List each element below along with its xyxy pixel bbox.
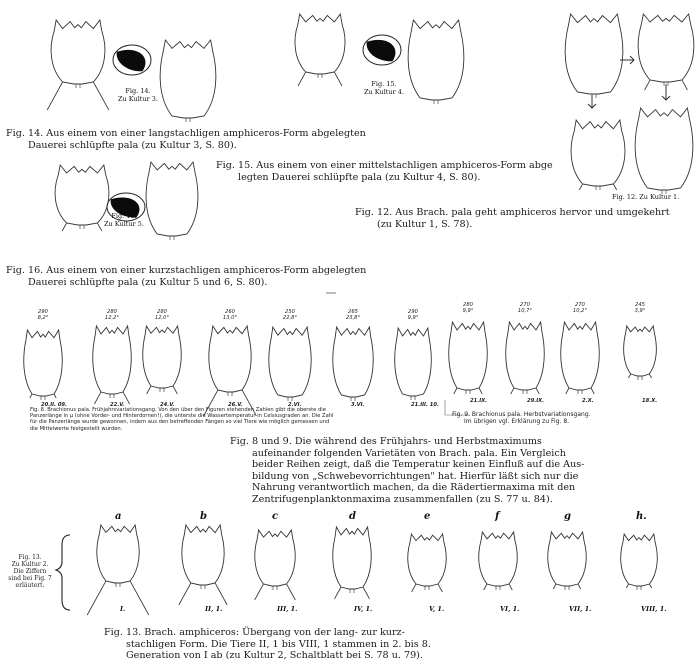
fig13-roman-label: II, 1. <box>205 605 223 613</box>
caption-fig13-line3: Generation von I ab (zu Kultur 2, Schaltblatt bei S. 78 u. 79). <box>126 650 423 661</box>
fig14-amphiceros-animal-spine-left <box>47 82 62 110</box>
caption-fig8-9-line5: Nahrung verantwortlich machen, da die Rädertiermaxima mit den <box>252 482 576 493</box>
fig13-animal <box>333 527 371 589</box>
fig8-legend <box>30 407 425 432</box>
fig13-letter: c <box>272 511 279 522</box>
fig12-animal-bottom-left-spine-right <box>613 184 616 190</box>
fig13-roman-label: IV, 1. <box>354 605 373 613</box>
fig13-animal-spine-right <box>649 584 651 588</box>
fig15-egg-yolk <box>367 40 396 61</box>
caption-fig15-line1: Fig. 15. Aus einem von einer mittelstachligen amphiceros-Form abge <box>216 160 553 171</box>
fig9-animal-spine-left <box>628 374 630 378</box>
fig13-roman-label: V, 1. <box>429 605 445 613</box>
fig12-animal-top-left <box>565 14 623 94</box>
fig9-animal-spine-right <box>479 388 482 394</box>
fig8-temperature: 12,0° <box>154 315 170 322</box>
fig8-length: 280 <box>107 309 117 315</box>
fig12-animal-bottom-left <box>571 120 625 186</box>
fig8-animal-values <box>100 309 124 321</box>
fig13-side-line1: Fig. 13. <box>18 554 42 561</box>
fig8-animal-foot <box>351 397 355 401</box>
fig13-animal-spine-left <box>255 584 264 600</box>
caption-fig13 <box>104 627 431 662</box>
fig9-temperature: 9,9° <box>462 308 474 315</box>
fig8-animal <box>209 326 251 392</box>
fig12-animal-top-left-foot <box>592 94 596 98</box>
fig14-sub: Zu Kultur 3. <box>118 95 158 103</box>
fig9-animal <box>624 326 657 376</box>
fig9-animal-foot <box>578 390 582 394</box>
fig8-animal <box>93 326 131 394</box>
fig8-animal-values <box>278 309 302 321</box>
fig8-legend-line1: Fig. 8. Brachionus pala. Frühjahrsvariationsgang. Von den über den Figuren stehenden Zahlen gibt die oberste die <box>30 407 326 413</box>
fig13-letter: g <box>564 511 571 522</box>
caption-fig14-line1: Fig. 14. Aus einem von einer langstachligen amphiceros-Form abgelegten <box>6 128 366 139</box>
fig9-date: 21.IX. <box>470 398 488 404</box>
fig9-temperature: 10,7° <box>517 308 533 315</box>
fig13-animal-spine-right <box>438 584 442 592</box>
caption-fig14 <box>6 128 366 151</box>
fig8-animal-spine-right <box>54 394 56 398</box>
caption-fig8-9-line1: Fig. 8 und 9. Die während des Frühjahrs- und Herbstmaximums <box>230 436 542 447</box>
fig13-roman-label: VI, 1. <box>500 605 520 613</box>
fig8-legend-line4: die Mittelwerte festgestellt wurden. <box>30 425 123 432</box>
caption-fig14-line2: Dauerei schlüpfte pala (zu Kultur 3, S. 80). <box>28 139 237 151</box>
fig13-letter: h. <box>636 511 647 522</box>
caption-fig16-line1: Fig. 16. Aus einem von einer kurzstachligen amphiceros-Form abgelegten <box>6 265 367 276</box>
fig8-date: 20.II. 09. <box>41 402 68 408</box>
caption-fig8-9-line6: Zentrifugenplanktonmaxima zusammenfallen (zu S. 77 u. 84). <box>252 493 553 505</box>
fig8-length: 290 <box>38 309 48 315</box>
fig16-sub: Zu Kultur 5. <box>104 220 144 228</box>
fig13-animal-spine-right <box>215 583 227 605</box>
fig13-animal-spine-right <box>363 587 370 599</box>
fig15-amphiceros-animal <box>295 14 345 74</box>
fig12-label: Fig. 12. Zu Kultur 1. <box>612 193 680 201</box>
fig14-pala-animal-foot <box>186 118 190 122</box>
caption-fig13-line1: Fig. 13. Brach. amphiceros: Übergang von der lang- zur kurz- <box>104 627 405 638</box>
fig8-animal-foot <box>110 394 114 398</box>
fig13-animal <box>97 525 139 583</box>
fig8-legend-line2: Panzerlänge in μ (ohne Vorder- und Hinterdornen!), die unterste die Wassertemperatur in Celsiusgraden an. Die Zahl <box>30 413 334 420</box>
fig16-amphiceros-animal-spine-right <box>97 223 101 231</box>
fig13-roman-label: VII, 1. <box>569 605 592 613</box>
fig14-pala-animal <box>160 40 216 118</box>
fig8-date: 26.V. <box>228 402 243 408</box>
fig16-amphiceros-animal-spine-left <box>62 223 66 231</box>
fig13-animal-foot <box>637 586 641 590</box>
fig13-side-note <box>6 554 54 589</box>
fig13-animal-spine-left <box>412 584 416 592</box>
fig12-animal-top-right-spine-right <box>682 80 688 90</box>
fig13-animal-spine-right <box>287 584 296 600</box>
fig13-animal-foot <box>565 586 569 590</box>
fig13-animal <box>255 530 295 586</box>
fig9-date: 18.X. <box>642 398 658 404</box>
fig15-amphiceros-animal-spine-right <box>334 72 342 86</box>
fig8-date: 22.V. <box>110 402 125 408</box>
fig8-animal <box>269 327 311 397</box>
caption-fig8-9-line3: beider Reihen zeigt, daß die Temperatur keinen Einfluß auf die Aus- <box>252 459 585 470</box>
fig9-length: 280 <box>463 302 473 308</box>
fig13-animal <box>479 532 517 586</box>
fig12-animal-bottom-right <box>635 108 693 190</box>
caption-fig8-9-line2: aufeinander folgenden Varietäten von Brach. pala. Ein Vergleich <box>252 447 566 459</box>
fig15-amphiceros-animal-foot <box>318 74 322 78</box>
fig15-pala-animal-foot <box>434 100 438 104</box>
fig13-animal-spine-left <box>87 581 106 615</box>
fig13-animal-spine-left <box>334 587 341 599</box>
fig8-animal-values <box>401 309 425 321</box>
fig12-arrow-down-right <box>662 84 670 100</box>
fig8-length: 280 <box>157 309 167 315</box>
fig8-animal <box>24 330 62 396</box>
fig13-letter: b <box>200 511 207 522</box>
fig13-letter: a <box>115 511 122 522</box>
caption-fig15 <box>216 160 553 183</box>
fig13-animal-foot <box>201 585 205 589</box>
fig16-label <box>104 212 144 228</box>
fig13-side-line2: Zu Kultur 2. <box>11 561 49 568</box>
fig13-brace <box>56 535 70 610</box>
fig13-animal-spine-left <box>179 583 191 605</box>
fig8-temperature: 23,8° <box>345 315 361 322</box>
fig13-animal <box>182 525 224 585</box>
fig8-animal-foot <box>160 388 164 392</box>
fig8-date: 2.VI. <box>288 402 302 408</box>
caption-fig12 <box>355 207 670 230</box>
fig14-number: Fig. 14. <box>125 87 151 95</box>
fig9-animal-values <box>568 302 592 314</box>
fig12-animal-top-right-spine-left <box>645 80 651 90</box>
fig8-animal-spine-right <box>173 386 177 394</box>
fig9-animal <box>561 322 599 390</box>
fig9-animal-spine-left <box>454 388 457 394</box>
fig9-animal-spine-right <box>649 374 651 378</box>
fig14-label <box>118 87 158 103</box>
fig14-amphiceros-animal-foot <box>76 84 80 88</box>
fig8-animal-foot <box>411 396 415 400</box>
fig8-date: 24.V. <box>160 402 175 408</box>
fig12-animal-bottom-left-foot <box>596 186 600 190</box>
fig8-length: 250 <box>285 309 295 315</box>
fig13-side-line5: erläutert. <box>15 582 45 589</box>
fig13-roman-label: I. <box>120 605 126 613</box>
fig8-temperature: 13,0° <box>222 315 238 322</box>
fig9-length: 270 <box>575 302 585 308</box>
fig13-animal-spine-right <box>130 581 149 615</box>
fig8-animal-values <box>341 309 365 321</box>
fig9-animal-values <box>456 302 480 314</box>
fig13-letter: d <box>349 511 356 522</box>
fig8-animal-values <box>31 309 55 321</box>
fig8-animal <box>395 328 432 396</box>
fig9-legend-line1: Fig. 9. Brachionus pala. Herbstvariationsgang. <box>452 411 591 418</box>
fig9-animal <box>506 322 544 390</box>
fig12-animal-top-right <box>638 14 694 82</box>
fig13-animal-spine-right <box>509 584 512 590</box>
fig9-animal-spine-left <box>566 388 569 394</box>
fig13-roman-label: VIII, 1. <box>641 605 667 613</box>
fig15-number: Fig. 15. <box>371 80 397 88</box>
fig13-animal-foot <box>425 586 429 590</box>
fig15-pala-animal <box>408 20 464 100</box>
fig14-amphiceros-animal-spine-right <box>93 82 108 110</box>
fig16-amphiceros-animal <box>55 165 109 225</box>
fig9-animal-values <box>628 302 652 314</box>
fig8-length: 260 <box>225 309 235 315</box>
fig9-animal-foot <box>638 376 642 380</box>
caption-fig12-line1: Fig. 12. Aus Brach. pala geht amphiceros hervor und umgekehrt <box>355 207 670 218</box>
fig9-temperature: 10,2° <box>572 308 588 315</box>
fig13-animal <box>621 534 658 586</box>
caption-fig15-line2: legten Dauerei schlüpfte pala (zu Kultur 4, S. 80). <box>238 171 481 183</box>
fig8-animal <box>143 326 181 388</box>
fig13-side-line4: sind bei Fig. 7 <box>8 575 52 582</box>
fig13-animal-spine-left <box>484 584 487 590</box>
fig15-label <box>362 80 406 96</box>
caption-fig13-line2: stachligen Form. Die Tiere II, 1 bis VIII, 1 stammen in 2. bis 8. <box>126 638 431 650</box>
fig13-animal-spine-left <box>553 584 556 589</box>
fig16-number: Fig. 16. <box>111 212 137 220</box>
fig15-sub: Zu Kultur 4. <box>364 88 404 96</box>
fig8-date: 21.III. 10. <box>411 402 439 408</box>
fig8-animal-values <box>218 309 242 321</box>
fig13-animal <box>408 534 446 586</box>
fig9-animal-foot <box>523 390 527 394</box>
fig14-amphiceros-animal <box>51 20 105 84</box>
fig13-animal-foot <box>273 586 277 590</box>
fig16-pala-animal-foot <box>170 236 174 240</box>
fig8-animal <box>333 327 373 397</box>
fig8-temperature: 9,9° <box>407 315 419 322</box>
fig13-animal-foot <box>350 589 354 593</box>
fig8-date: 3.VI. <box>351 402 365 408</box>
fig8-animal-spine-left <box>147 386 151 394</box>
fig9-animal-values <box>513 302 537 314</box>
fig8-animal-foot <box>288 397 292 401</box>
fig9-length: 245 <box>635 302 645 308</box>
caption-fig16 <box>6 265 366 288</box>
fig13-roman-label: III, 1. <box>277 605 298 613</box>
fig8-temperature: 22,8° <box>282 315 298 322</box>
fig8-legend-line3: für die Panzerlänge wurde gewonnen, indem aus den betreffenden Fängen so viel Tiere wie möglich gemessen und <box>30 419 330 426</box>
fig8-animal-foot <box>41 396 45 400</box>
fig15-amphiceros-animal-spine-left <box>298 72 306 86</box>
fig13-animal-spine-left <box>626 584 628 588</box>
caption-fig8-9-line4: bildung von „Schwebevorrichtungen" hat. Hierfür läßt sich nur die <box>252 470 579 482</box>
fig9-length: 270 <box>520 302 530 308</box>
fig9-date: 29.IX. <box>527 398 545 404</box>
fig9-legend <box>452 411 652 425</box>
fig9-animal-spine-right <box>591 388 594 394</box>
fig8-temperature: 8,2° <box>37 315 49 322</box>
fig8-length: 290 <box>408 309 418 315</box>
fig8-animal-spine-left <box>94 392 101 404</box>
fig8-animal-spine-left <box>30 394 32 398</box>
fig13-side-line3: Die Ziffern <box>13 568 47 575</box>
fig9-animal <box>449 322 487 390</box>
fig12-arrow-down <box>588 95 596 108</box>
caption-fig8-9 <box>230 436 584 505</box>
fig8-animal-values <box>150 309 174 321</box>
fig9-animal-spine-left <box>511 388 514 394</box>
fig9-animal-spine-right <box>536 388 539 394</box>
fig16-pala-animal <box>146 162 198 236</box>
fig13-animal-foot <box>116 583 120 587</box>
fig13-animal <box>548 532 586 586</box>
fig9-legend-line2: Im übrigen vgl. Erklärung zu Fig. 8. <box>464 418 570 425</box>
fig9-date: 2.X. <box>582 398 594 404</box>
caption-fig16-line2: Dauerei schlüpfte pala (zu Kultur 5 und 6, S. 80). <box>28 276 268 288</box>
fig9-temperature: 3,9° <box>634 308 646 315</box>
fig13-animal-foot <box>496 586 500 590</box>
fig13-letter: e <box>424 511 431 522</box>
fig8-animal-foot <box>228 392 232 396</box>
fig12-animal-bottom-left-spine-left <box>579 184 582 190</box>
fig13-letter: f <box>495 511 500 522</box>
fig8-length: 265 <box>348 309 358 315</box>
fig16-amphiceros-animal-foot <box>80 225 84 229</box>
fig9-animal-foot <box>466 390 470 394</box>
fig14-egg-yolk <box>117 50 146 71</box>
fig8-temperature: 12,2° <box>104 315 120 322</box>
fig13-animal-spine-right <box>578 584 581 589</box>
caption-fig12-line2: (zu Kultur 1, S. 78). <box>377 218 473 230</box>
